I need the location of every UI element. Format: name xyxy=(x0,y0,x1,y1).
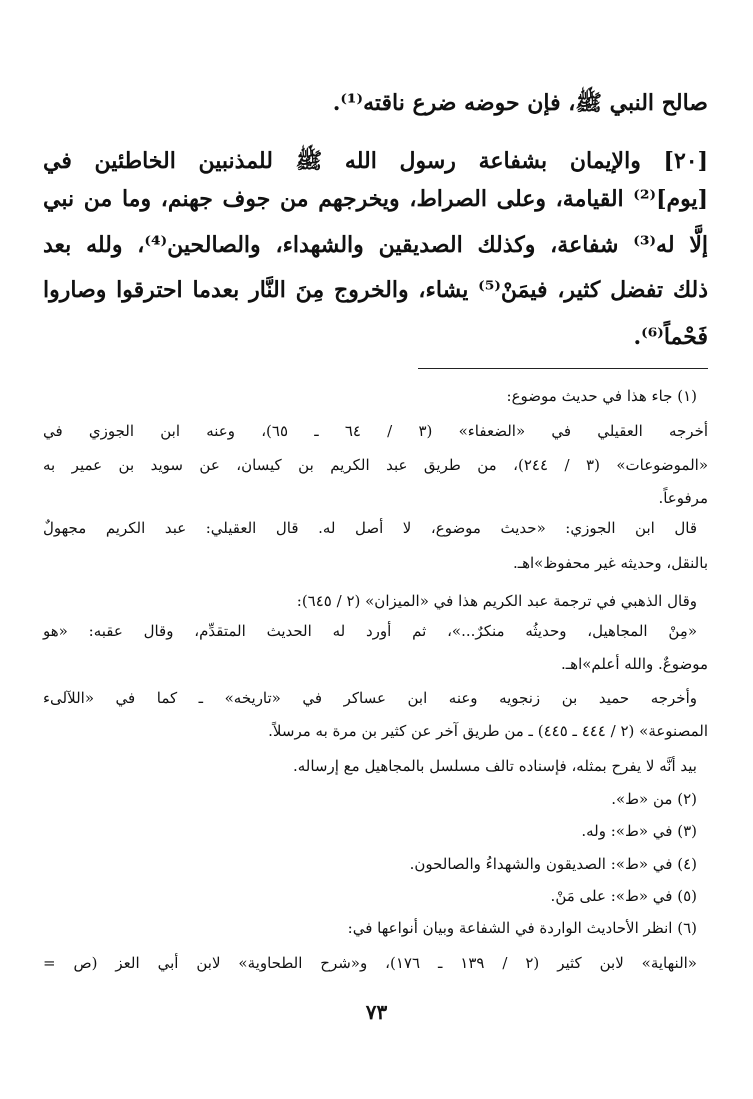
footnote-line: (٥) في «ط»: على مَنْ. xyxy=(550,887,697,905)
footnote-line: (١) جاء هذا في حديث موضوع: xyxy=(506,387,697,405)
footnote-line: بالنقل، وحديثه غير محفوظ»اهـ. xyxy=(512,554,708,572)
main-text-line: [يوم]⁽²⁾ القيامة، وعلى الصراط، ويخرجهم من جوف جهنم، وما من نبي xyxy=(43,186,708,212)
footnote-line: (٤) في «ط»: الصديقون والشهداءُ والصالحون. xyxy=(409,855,697,873)
footnote-line: بيد أنَّه لا يفرح بمثله، فإسناده تالف مسلسل بالمجاهيل مع إرساله. xyxy=(292,757,697,775)
page-number: ٧٣ xyxy=(365,1000,388,1024)
footnote-line: وقال الذهبي في ترجمة عبد الكريم هذا في «الميزان» (٢ / ٦٤٥): xyxy=(296,592,697,610)
footnote-line: المصنوعة» (٢ / ٤٤٤ ـ ٤٤٥) ـ من طريق آخر عن كثير بن مرة به مرسلاً. xyxy=(268,722,708,740)
main-text-line: ذلك تفضل كثير، فيمَنْ⁽⁵⁾ يشاء، والخروج مِنَ النَّار بعدما احترقوا وصاروا xyxy=(43,277,708,303)
main-text-line: فَحْماً⁽⁶⁾. xyxy=(633,324,708,350)
main-text-line: إلَّا له⁽³⁾ شفاعة، وكذلك الصديقين والشهداء، والصالحين⁽⁴⁾، ولله بعد xyxy=(43,232,709,258)
footnote-line: «الموضوعات» (٣ / ٢٤٤)، من طريق عبد الكريم بن كيسان، عن سويد بن عمير به xyxy=(43,456,709,474)
footnote-line: قال ابن الجوزي: «حديث موضوع، لا أصل له. قال العقيلي: عبد الكريم مجهولٌ xyxy=(43,519,697,537)
footnote-line: (٦) انظر الأحاديث الواردة في الشفاعة وبيان أنواعها في: xyxy=(347,919,697,937)
footnote-line: موضوعٌ. والله أعلم»اهـ. xyxy=(561,655,708,673)
main-text-line: صالح النبي ﷺ، فإن حوضه ضرع ناقته⁽¹⁾. xyxy=(332,90,708,116)
main-text-line: [٢٠] والإيمان بشفاعة رسول الله ﷺ للمذنبين الخاطئين في xyxy=(43,148,708,174)
footnote-line: (٣) في «ط»: وله. xyxy=(581,822,697,840)
footnote-line: (٢) من «ط». xyxy=(611,790,697,808)
footnote-separator xyxy=(418,368,708,369)
footnote-line: وأخرجه حميد بن زنجويه وعنه ابن عساكر في «تاريخه» ـ كما في «اللآلىء xyxy=(43,689,697,707)
footnote-line: أخرجه العقيلي في «الضعفاء» (٣ / ٦٤ ـ ٦٥)، وعنه ابن الجوزي في xyxy=(43,422,709,440)
footnote-line: «النهاية» لابن كثير (٢ / ١٣٩ ـ ١٧٦)، و«شرح الطحاوية» لابن أبي العز (ص = xyxy=(43,954,697,972)
footnote-line: مرفوعاً. xyxy=(658,489,708,507)
footnote-line: «مِنْ المجاهيل، وحديثُه منكرٌ...»، ثم أورد له الحديث المتقدِّم، وقال عقبه: «هو xyxy=(43,622,697,640)
